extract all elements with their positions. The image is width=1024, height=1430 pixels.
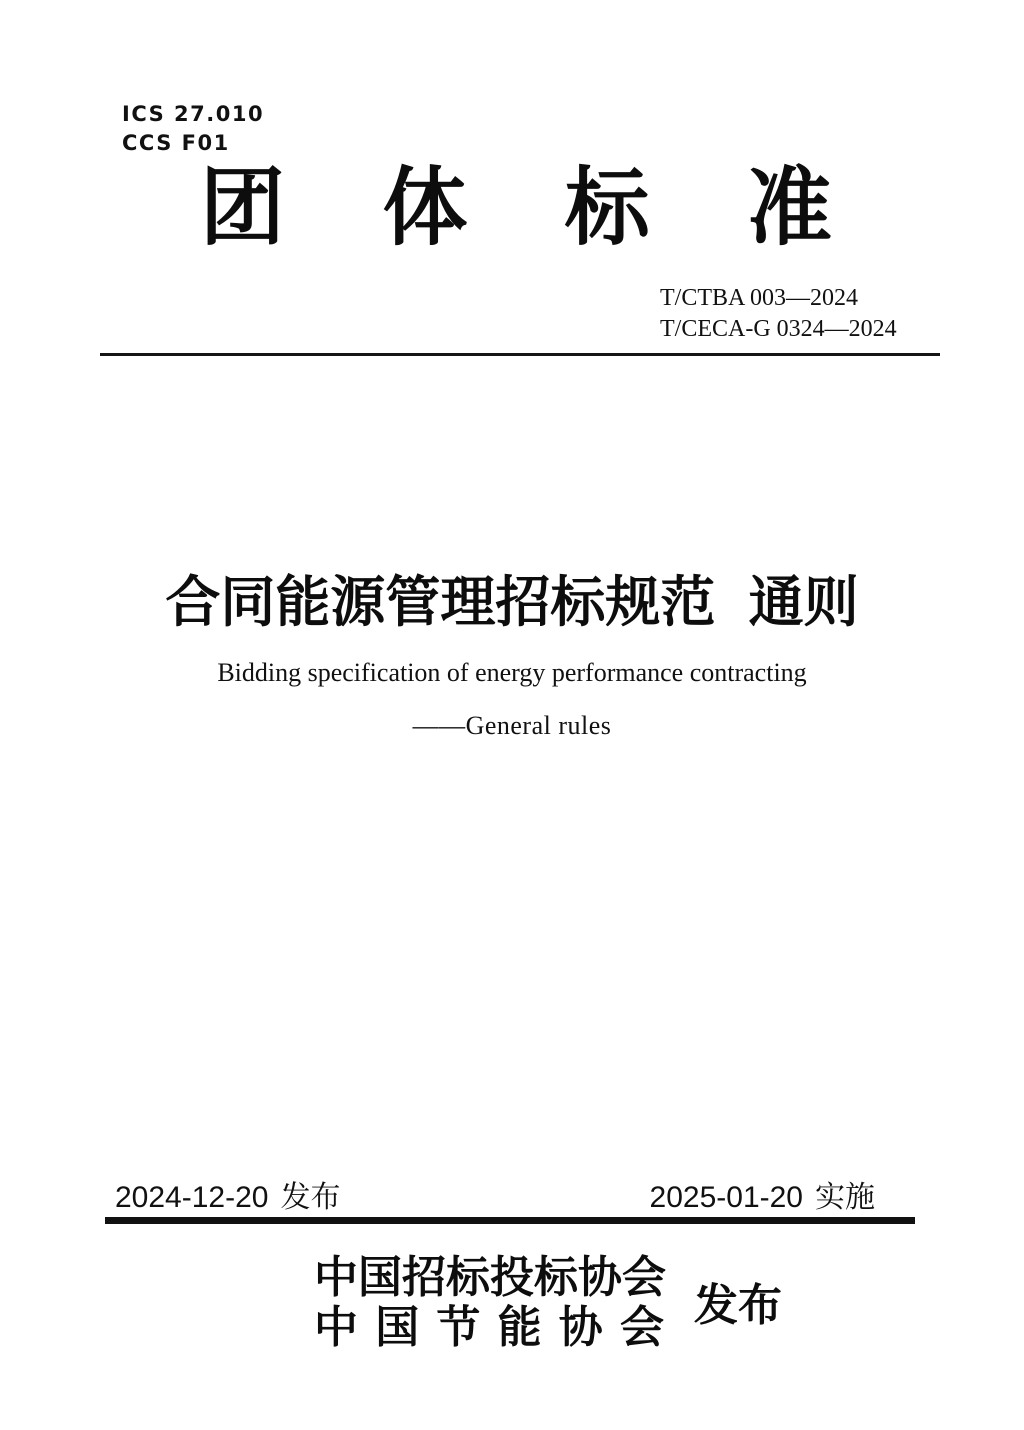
implementation-date-label: 实施 <box>815 1181 875 1214</box>
doc-type-char: 团 <box>200 161 286 256</box>
document-type-heading <box>200 161 832 256</box>
classification-codes <box>122 100 264 158</box>
standard-number-primary: T/CTBA 003—2024 <box>660 285 859 311</box>
page-title-english: Bidding specification of energy performance contracting <box>217 658 807 687</box>
doc-type-char: 体 <box>382 161 468 256</box>
publisher-org-2: 中国节能协会 <box>314 1303 664 1352</box>
publish-label: 发布 <box>694 1281 782 1330</box>
implementation-date: 2025-01-20 <box>649 1181 803 1214</box>
header-divider-rule <box>100 353 940 356</box>
footer-divider-rule <box>105 1217 915 1224</box>
publisher-org-1: 中国招标投标协会 <box>314 1253 666 1302</box>
issue-date-label: 发布 <box>280 1181 341 1214</box>
implementation-date-line <box>650 1172 875 1216</box>
page-subtitle-english: ——General rules <box>412 711 612 740</box>
standard-numbers <box>660 283 897 345</box>
publisher-organizations <box>314 1253 664 1353</box>
issue-date: 2024-12-20 <box>115 1181 269 1214</box>
issue-date-line <box>115 1172 340 1216</box>
page-title: 合同能源管理招标规范 通则 <box>165 571 859 633</box>
ics-code: ICS 27.010 <box>122 102 265 126</box>
doc-type-char: 标 <box>564 161 650 256</box>
standard-number-secondary: T/CECA-G 0324—2024 <box>660 316 897 342</box>
doc-type-char: 准 <box>746 161 832 256</box>
ccs-code: CCS F01 <box>122 131 230 155</box>
